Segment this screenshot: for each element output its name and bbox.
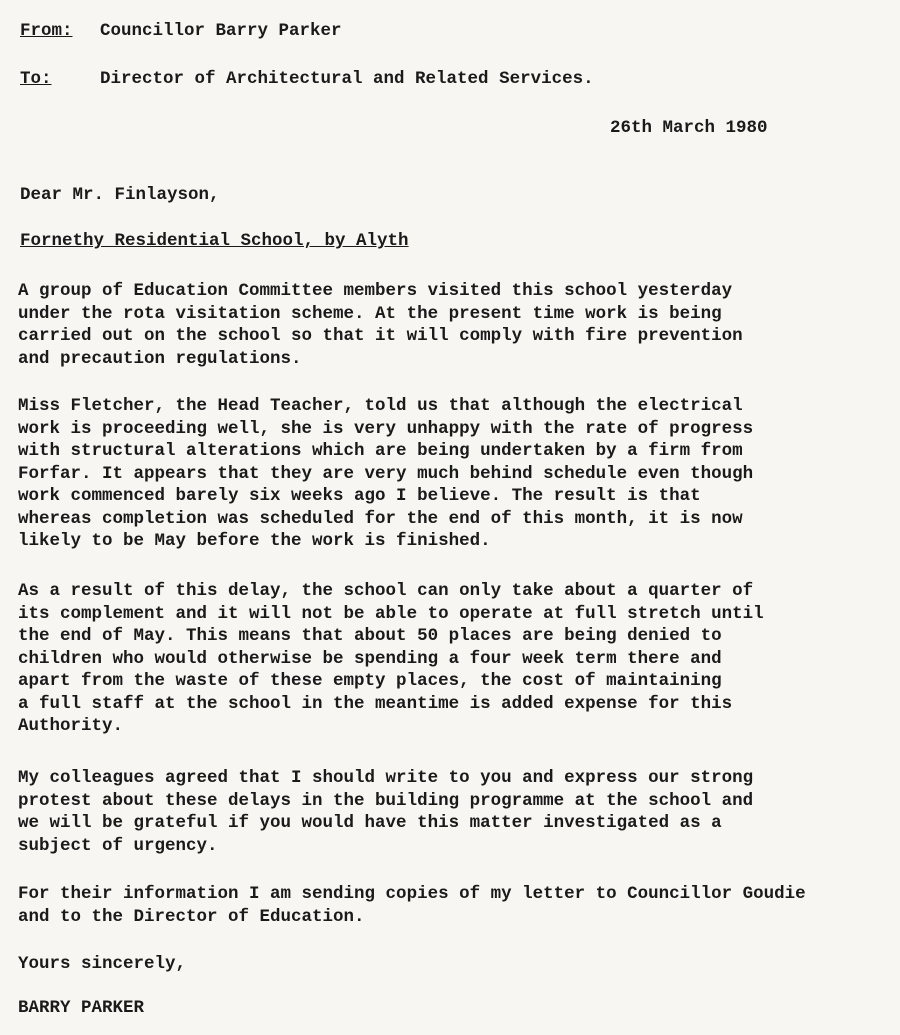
paragraph-2 [18, 395, 888, 553]
paragraph-line: My colleagues agreed that I should write to you and express our strong [18, 768, 754, 788]
from-value: Councillor Barry Parker [100, 21, 342, 41]
paragraph-line: likely to be May before the work is finished. [18, 531, 491, 551]
paragraph-line: As a result of this delay, the school can only take about a quarter of [18, 581, 754, 601]
paragraph-line: carried out on the school so that it will comply with fire prevention [18, 326, 743, 346]
to-value: Director of Architectural and Related Services. [100, 69, 594, 89]
paragraph-line: whereas completion was scheduled for the end of this month, it is now [18, 508, 743, 529]
paragraph-line: Forfar. It appears that they are very much behind schedule even though [18, 463, 754, 484]
subject-line: Fornethy Residential School, by Alyth [20, 231, 409, 251]
paragraph-line: subject of urgency. [18, 835, 218, 856]
paragraph-line: protest about these delays in the building programme at the school and [18, 790, 754, 811]
paragraph-1 [18, 280, 888, 370]
paragraph-line: and to the Director of Education. [18, 906, 365, 927]
signature: BARRY PARKER [18, 998, 145, 1018]
paragraph-line: Authority. [18, 716, 124, 736]
paragraph-line: apart from the waste of these empty places, the cost of maintaining [18, 671, 722, 691]
paragraph-line: A group of Education Committee members visited this school yesterday [18, 281, 733, 301]
paragraph-line: work is proceeding well, she is very unhappy with the rate of progress [18, 418, 754, 439]
salutation: Dear Mr. Finlayson, [20, 185, 220, 205]
paragraph-line: the end of May. This means that about 50 places are being denied to [18, 626, 722, 646]
closing: Yours sincerely, [18, 954, 187, 974]
paragraph-line: Miss Fletcher, the Head Teacher, told us that although the electrical [18, 396, 743, 416]
paragraph-4 [18, 767, 888, 857]
paragraph-line: with structural alterations which are being undertaken by a firm from [18, 441, 743, 461]
paragraph-line: a full staff at the school in the meantime is added expense for this [18, 693, 733, 714]
paragraph-line: its complement and it will not be able to operate at full stretch until [18, 603, 764, 624]
paragraph-line: children who would otherwise be spending a four week term there and [18, 648, 722, 669]
to-label: To: [20, 69, 52, 89]
paragraph-3 [18, 580, 888, 738]
paragraph-line: and precaution regulations. [18, 348, 302, 369]
paragraph-line: we will be grateful if you would have this matter investigated as a [18, 813, 722, 833]
paragraph-line: work commenced barely six weeks ago I believe. The result is that [18, 486, 701, 506]
letter-date: 26th March 1980 [610, 118, 768, 138]
from-row [20, 20, 342, 43]
paragraph-5 [18, 883, 888, 928]
to-row [20, 68, 594, 91]
paragraph-line: For their information I am sending copies of my letter to Councillor Goudie [18, 884, 806, 904]
paragraph-line: under the rota visitation scheme. At the present time work is being [18, 303, 722, 324]
from-label: From: [20, 21, 73, 41]
